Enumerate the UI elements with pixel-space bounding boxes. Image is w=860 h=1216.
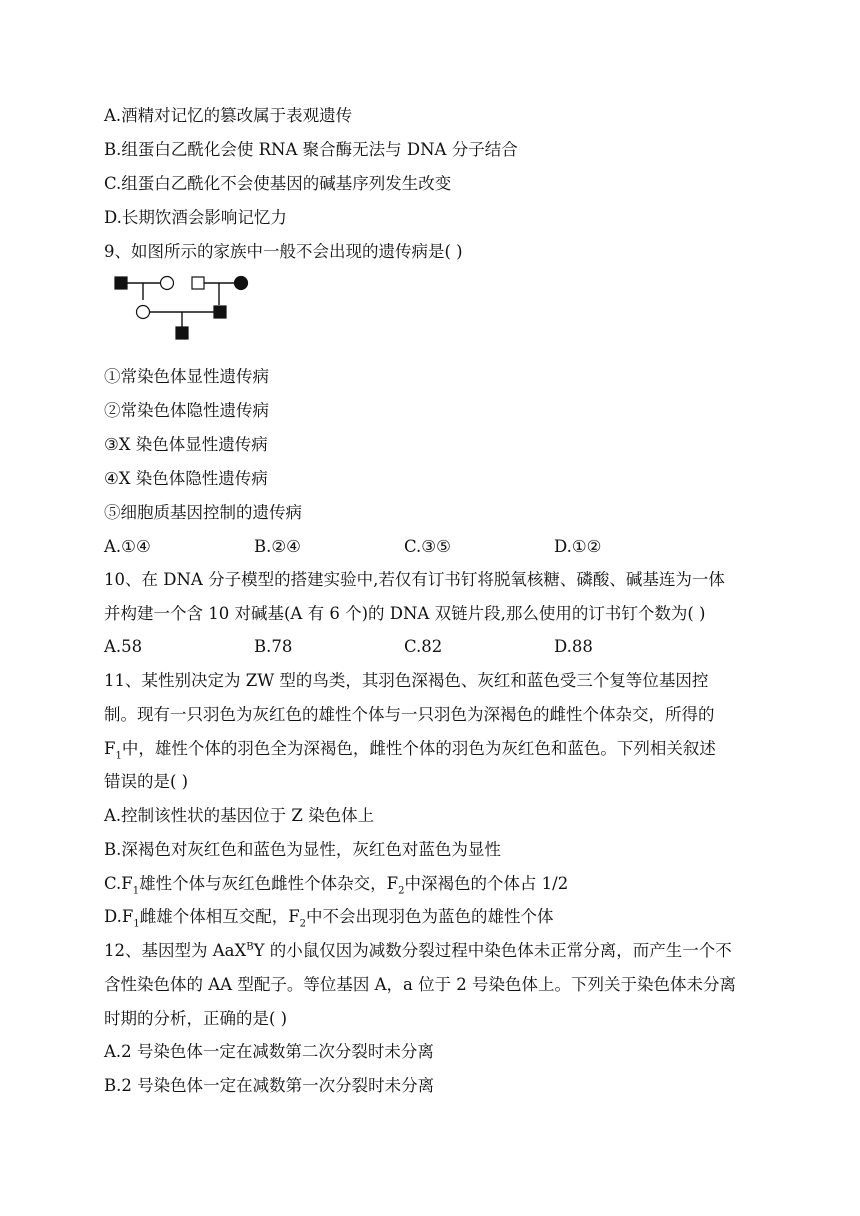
- q12-stem-line-2: 含性染色体的 AA 型配子。等位基因 A，a 位于 2 号染色体上。下列关于染色体未分离: [104, 975, 737, 994]
- affected-male-i1: [115, 277, 127, 289]
- q9-item-3: ③X 染色体显性遗传病: [104, 435, 268, 454]
- affected-female-i4: [235, 277, 248, 290]
- q8-option-d: D.长期饮酒会影响记忆力: [104, 208, 287, 227]
- q10-option-b: B.78: [254, 637, 293, 656]
- q8-option-c: C.组蛋白乙酰化不会使基因的碱基序列发生改变: [104, 174, 452, 193]
- q11-option-c-sub1: 1: [132, 885, 140, 897]
- q11-option-c-mid: 雄性个体与灰红色雌性个体杂交，F: [139, 874, 399, 893]
- q11-option-d: [104, 907, 554, 930]
- q12-superscript-b: B: [246, 941, 254, 953]
- q10-stem-line-2: 并构建一个含 10 对碱基(A 有 6 个)的 DNA 双链片段,那么使用的订书钉个数为( ): [104, 604, 706, 623]
- q11-option-b: B.深褐色对灰红色和蓝色为显性，灰红色对蓝色为显性: [104, 840, 501, 859]
- q12-stem-line-3: 时期的分析，正确的是( ): [104, 1009, 288, 1028]
- q10-stem-line-1: 10、在 DNA 分子模型的搭建实验中,若仅有订书钉将脱氧核糖、磷酸、碱基连为一体: [104, 570, 725, 589]
- affected-male-iii1: [176, 327, 188, 339]
- q9-item-2: ②常染色体隐性遗传病: [104, 401, 269, 420]
- q9-stem: 9、如图所示的家族中一般不会出现的遗传病是( ): [104, 242, 463, 261]
- q12-stem-line-1-end: Y 的小鼠仅因为减数分裂过程中染色体未正常分离，而产生一个不: [253, 941, 732, 960]
- q11-option-c-sub2: 2: [398, 885, 405, 897]
- q12-option-a: A.2 号染色体一定在减数第二次分裂时未分离: [104, 1042, 434, 1061]
- normal-female-ii1: [137, 306, 150, 319]
- q9-option-a: A.①④: [104, 537, 151, 556]
- f1-subscript: 1: [115, 750, 122, 762]
- q11-stem-line-1: 11、某性别决定为 ZW 型的鸟类，其羽色深褐色、灰红和蓝色受三个复等位基因控: [104, 671, 709, 690]
- q9-option-d: D.①②: [554, 537, 602, 556]
- q11-option-c-prefix: C.F: [104, 874, 133, 893]
- pedigree-chart: [110, 270, 260, 340]
- q11-option-c: [104, 874, 569, 897]
- q9-option-c: C.③⑤: [404, 537, 451, 556]
- q11-stem-line-3: [104, 739, 716, 762]
- q11-stem-line-4: 错误的是( ): [104, 772, 189, 791]
- q11-option-d-prefix: D.F: [104, 907, 134, 926]
- q9-item-4: ④X 染色体隐性遗传病: [104, 469, 268, 488]
- q10-option-c: C.82: [404, 637, 443, 656]
- q12-stem-line-1-start: 12、基因型为 AaX: [104, 941, 247, 960]
- q11-option-c-end: 中深褐色的个体占 1/2: [404, 874, 569, 893]
- q11-option-a: A.控制该性状的基因位于 Z 染色体上: [104, 806, 375, 825]
- q11-option-d-mid: 雌雄个体相互交配，F: [139, 907, 300, 926]
- q8-option-a: A.酒精对记忆的篡改属于表观遗传: [104, 106, 353, 125]
- affected-male-ii2: [214, 306, 226, 318]
- f1-symbol: F: [104, 739, 116, 758]
- q11-option-d-sub1: 1: [133, 918, 140, 930]
- q11-option-d-sub2: 2: [299, 918, 307, 930]
- q9-item-1: ①常染色体显性遗传病: [104, 367, 269, 386]
- q11-stem-line-3-text: 中，雄性个体的羽色全为深褐色，雌性个体的羽色为灰红色和蓝色。下列相关叙述: [121, 739, 716, 758]
- q9-option-b: B.②④: [254, 537, 301, 556]
- normal-female-i2: [161, 277, 174, 290]
- q11-option-d-end: 中不会出现羽色为蓝色的雄性个体: [306, 907, 554, 926]
- normal-male-i3: [192, 277, 204, 289]
- q9-item-5: ⑤细胞质基因控制的遗传病: [104, 503, 302, 522]
- q12-option-b: B.2 号染色体一定在减数第一次分裂时未分离: [104, 1076, 435, 1095]
- q11-stem-line-2: 制。现有一只羽色为灰红色的雄性个体与一只羽色为深褐色的雌性个体杂交，所得的: [104, 705, 715, 724]
- q10-option-a: A.58: [104, 637, 143, 656]
- q12-stem-line-1: [104, 941, 732, 961]
- q10-option-d: D.88: [554, 637, 593, 656]
- q8-option-b: B.组蛋白乙酰化会使 RNA 聚合酶无法与 DNA 分子结合: [104, 140, 518, 159]
